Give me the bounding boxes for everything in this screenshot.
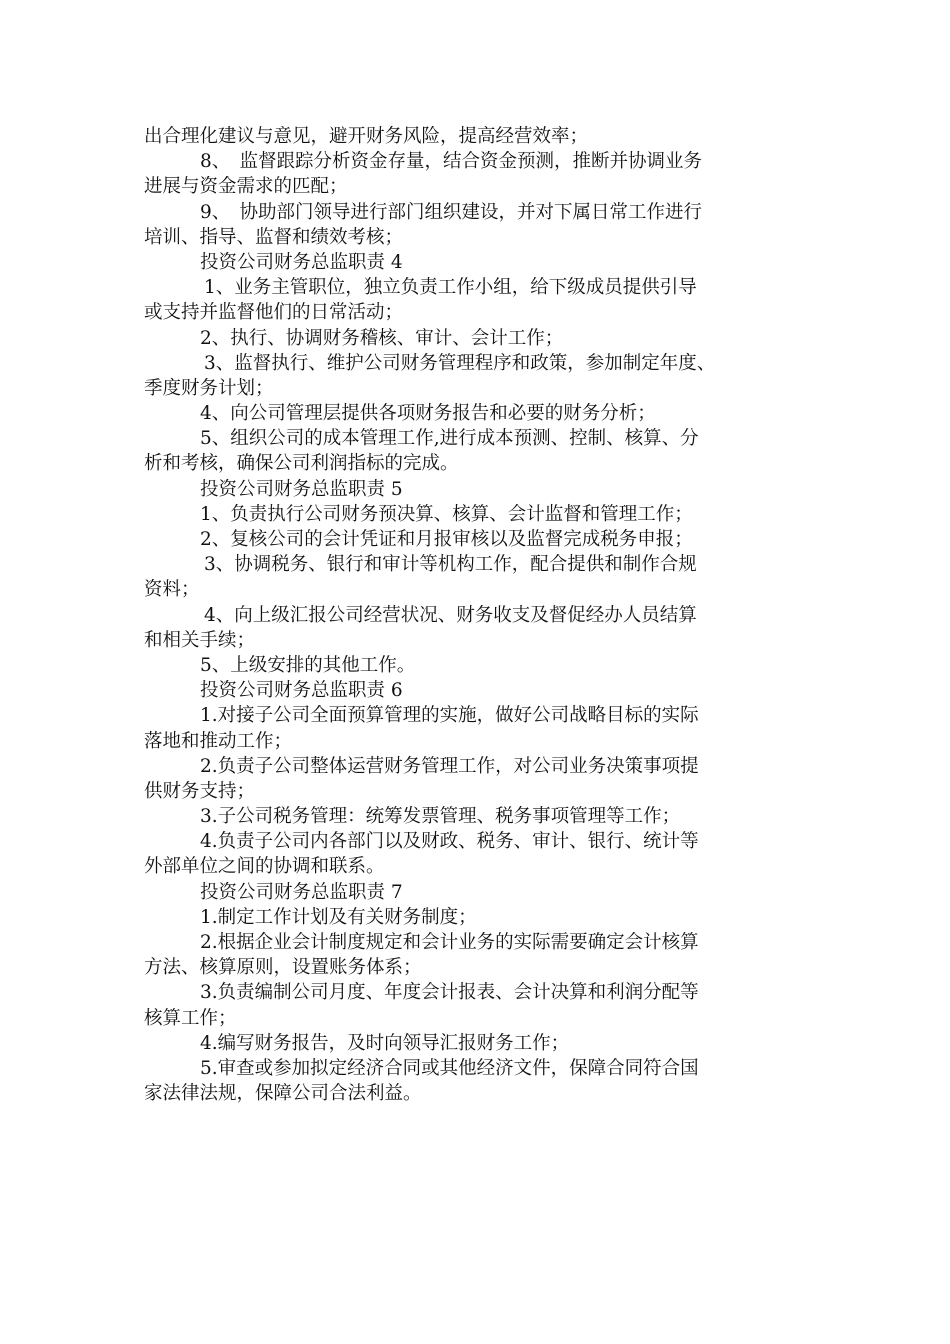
text-line: 4.负责子公司内各部门以及财政、税务、审计、银行、统计等 bbox=[200, 831, 699, 853]
text-line: 8、 监督跟踪分析资金存量，结合资金预测，推断并协调业务 bbox=[200, 151, 703, 173]
text-line: 核算工作； bbox=[144, 1007, 237, 1029]
text-line: 2.负责子公司整体运营财务管理工作，对公司业务决策事项提 bbox=[200, 755, 699, 777]
text-line: 和相关手续； bbox=[144, 629, 256, 651]
text-line: 进展与资金需求的匹配； bbox=[144, 176, 348, 198]
text-line: 出合理化建议与意见，避开财务风险，提高经营效率； bbox=[144, 126, 589, 147]
text-line: 外部单位之间的协调和联系。 bbox=[144, 856, 385, 878]
document-body bbox=[144, 124, 816, 1106]
text-line: 2.根据企业会计制度规定和会计业务的实际需要确定会计核算 bbox=[200, 932, 699, 953]
text-line: 3、监督执行、维护公司财务管理程序和政策，参加制定年度、 bbox=[204, 352, 716, 374]
text-line: 1、负责执行公司财务预决算、核算、会计监督和管理工作； bbox=[200, 503, 693, 525]
section-heading: 投资公司财务总监职责 5 bbox=[200, 478, 403, 500]
text-line: 培训、指导、监督和绩效考核； bbox=[144, 226, 404, 248]
text-line: 或支持并监督他们的日常活动； bbox=[144, 302, 404, 324]
section-heading: 投资公司财务总监职责 4 bbox=[200, 251, 403, 273]
text-line: 4、向上级汇报公司经营状况、财务收支及督促经办人员结算 bbox=[204, 604, 697, 626]
section-heading: 投资公司财务总监职责 6 bbox=[200, 680, 403, 702]
text-line: 3.子公司税务管理：统筹发票管理、税务事项管理等工作； bbox=[200, 806, 681, 828]
text-line: 4.编写财务报告，及时向领导汇报财务工作； bbox=[200, 1032, 570, 1054]
text-line: 资料； bbox=[144, 579, 200, 601]
text-line: 2、复核公司的会计凭证和月报审核以及监督完成税务申报； bbox=[200, 529, 693, 550]
text-line: 5、组织公司的成本管理工作,进行成本预测、控制、核算、分 bbox=[200, 428, 699, 450]
text-line: 5.审查或参加拟定经济合同或其他经济文件，保障合同符合国 bbox=[200, 1057, 699, 1079]
text-line: 9、 协助部门领导进行部门组织建设，并对下属日常工作进行 bbox=[200, 201, 703, 223]
text-line: 3.负责编制公司月度、年度会计报表、会计决算和利润分配等 bbox=[200, 982, 699, 1004]
text-line: 季度财务计划； bbox=[144, 377, 274, 399]
text-line: 4、向公司管理层提供各项财务报告和必要的财务分析； bbox=[200, 403, 656, 425]
text-line: 1.对接子公司全面预算管理的实施，做好公司战略目标的实际 bbox=[200, 705, 699, 727]
text-line: 5、上级安排的其他工作。 bbox=[200, 654, 416, 676]
text-line: 3、协调税务、银行和审计等机构工作，配合提供和制作合规 bbox=[204, 554, 697, 576]
text-line: 析和考核，确保公司利润指标的完成。 bbox=[144, 453, 459, 475]
text-line: 1、业务主管职位，独立负责工作小组，给下级成员提供引导 bbox=[204, 277, 697, 299]
text-line: 1.制定工作计划及有关财务制度； bbox=[200, 906, 477, 928]
section-heading: 投资公司财务总监职责 7 bbox=[200, 881, 403, 903]
text-line: 家法律法规，保障公司合法利益。 bbox=[144, 1083, 422, 1105]
text-line: 供财务支持； bbox=[144, 780, 256, 802]
text-line: 落地和推动工作； bbox=[144, 730, 293, 752]
text-line: 方法、核算原则，设置账务体系； bbox=[144, 957, 422, 979]
text-line: 2、执行、协调财务稽核、审计、会计工作； bbox=[200, 327, 564, 349]
